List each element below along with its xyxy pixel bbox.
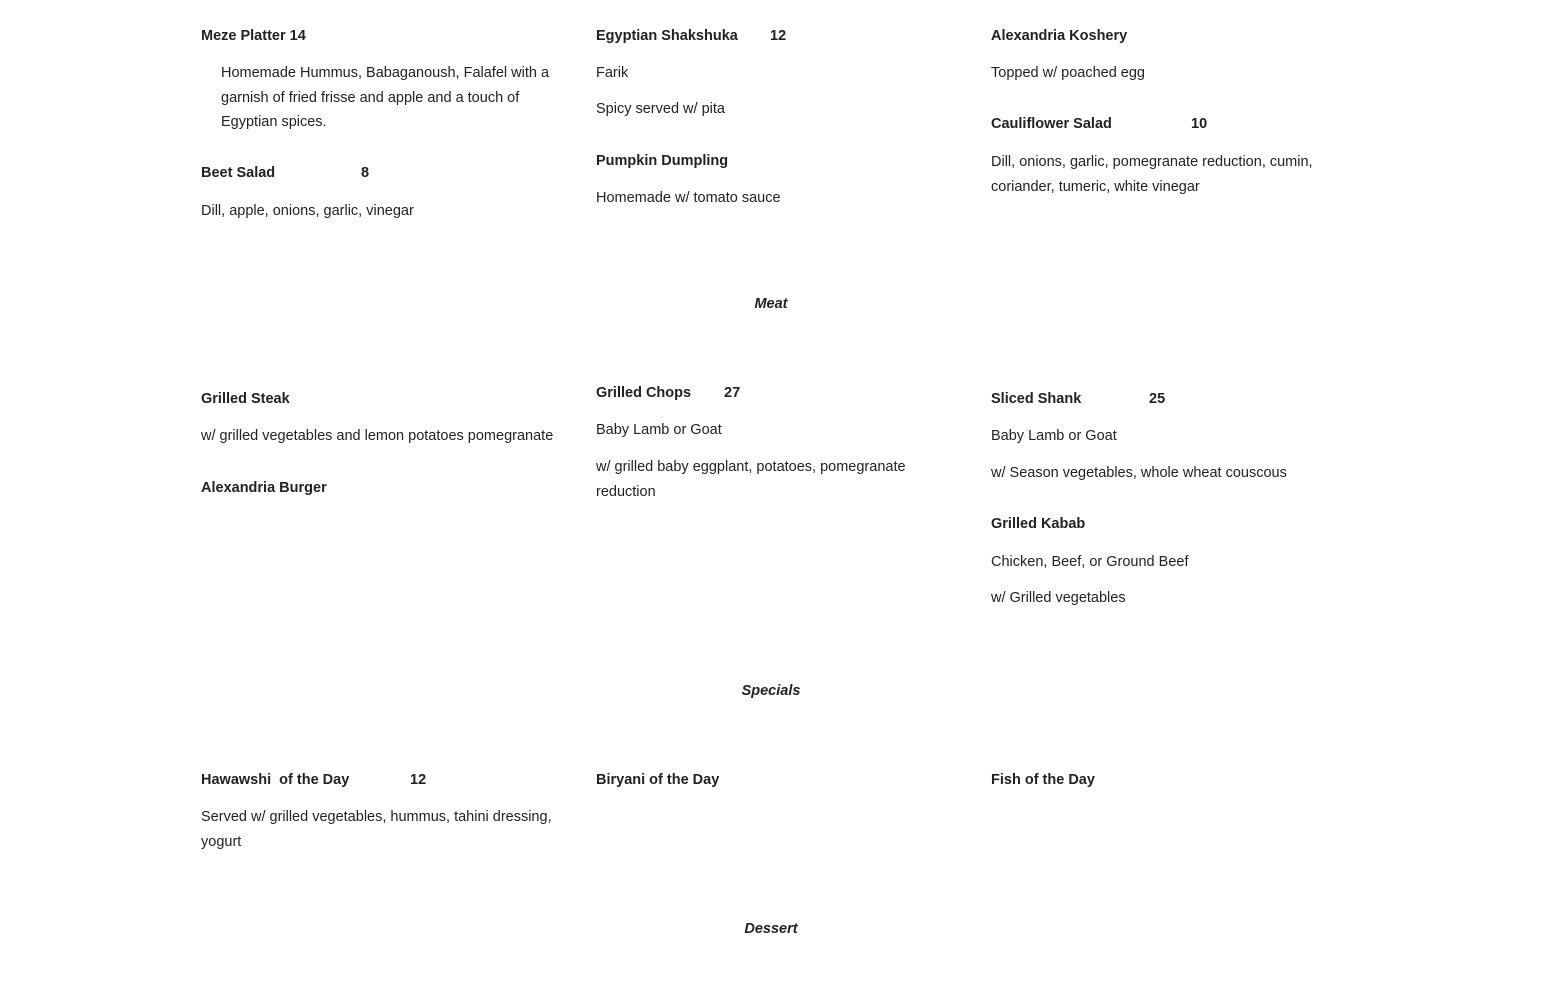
section-title-specials: Specials [741,683,801,699]
beet-salad-price: 8 [361,165,370,181]
cauliflower-salad-title: Cauliflower Salad [991,116,1112,132]
fish-title: Fish of the Day [991,772,1095,788]
egyptian-shakshuka-description: Spicy served w/ pita [596,101,725,117]
grilled-kabab-description: w/ Grilled vegetables [991,590,1126,606]
grilled-kabab-title: Grilled Kabab [991,516,1086,532]
pumpkin-dumpling-description: Homemade w/ tomato sauce [596,190,781,206]
egyptian-shakshuka-price: 12 [770,28,787,44]
egyptian-shakshuka-title: Egyptian Shakshuka [596,28,738,44]
alexandria-koshery-title: Alexandria Koshery [991,28,1128,44]
egyptian-shakshuka-description: Farik [596,65,629,81]
grilled-chops-description: w/ grilled baby eggplant, potatoes, pomegranate reduction [596,459,906,500]
section-title-dessert: Dessert [744,921,798,937]
grilled-chops-price: 27 [724,385,741,401]
cauliflower-salad-description: Dill, onions, garlic, pomegranate reduction, cumin, coriander, tumeric, white vinegar [991,154,1313,195]
meze-platter-description: Homemade Hummus, Babaganoush, Falafel with a garnish of fried frisse and apple and a touch of Egyptian spices. [221,65,550,130]
hawawshi-description: Served w/ grilled vegetables, hummus, tahini dressing, yogurt [201,809,552,850]
grilled-steak-title: Grilled Steak [201,391,290,407]
meze-platter-title: Meze Platter 14 [201,28,306,44]
grilled-steak-description: w/ grilled vegetables and lemon potatoes pomegranate [201,428,554,444]
biryani-title: Biryani of the Day [596,772,720,788]
alexandria-burger-title: Alexandria Burger [201,480,327,496]
grilled-chops-title: Grilled Chops [596,385,692,401]
sliced-shank-description: w/ Season vegetables, whole wheat couscous [991,465,1287,481]
sliced-shank-price: 25 [1149,391,1166,407]
hawawshi-title: Hawawshi of the Day [201,772,350,788]
alexandria-koshery-description: Topped w/ poached egg [991,65,1145,81]
hawawshi-price: 12 [410,772,427,788]
sliced-shank-description: Baby Lamb or Goat [991,428,1117,444]
beet-salad-description: Dill, apple, onions, garlic, vinegar [201,203,414,219]
grilled-chops-description: Baby Lamb or Goat [596,422,722,438]
cauliflower-salad-price: 10 [1191,116,1208,132]
sliced-shank-title: Sliced Shank [991,391,1082,407]
beet-salad-title: Beet Salad [201,165,276,181]
section-title-meat: Meat [754,296,788,312]
pumpkin-dumpling-title: Pumpkin Dumpling [596,153,729,169]
grilled-kabab-description: Chicken, Beef, or Ground Beef [991,554,1189,570]
